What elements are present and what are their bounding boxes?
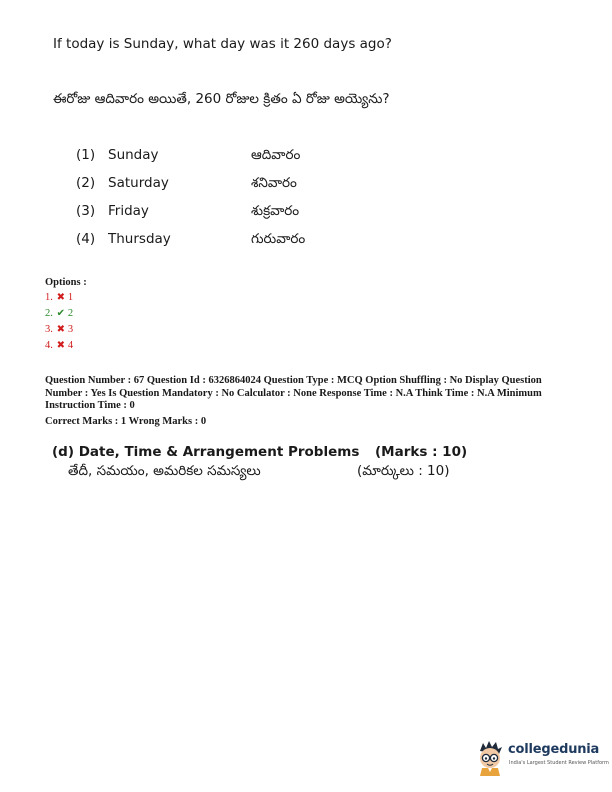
answer-option-4	[45, 340, 73, 351]
choice-english: Thursday	[108, 231, 171, 247]
choice-number: (3)	[76, 203, 96, 219]
choice-english: Friday	[108, 203, 149, 219]
cross-icon: ✖	[56, 324, 66, 335]
section-title-telugu: తేదీ, సమయం, అమరికల సమస్యలు	[68, 463, 261, 479]
section-title-english: (d) Date, Time & Arrangement Problems	[52, 444, 360, 460]
logo-wordmark: collegedunia	[508, 742, 600, 757]
choice-english: Sunday	[108, 147, 159, 163]
section-marks-telugu: (మార్కులు : 10)	[357, 463, 450, 479]
cross-icon: ✖	[56, 340, 66, 351]
choice-telugu: శుక్రవారం	[251, 203, 300, 219]
option-value: 4	[67, 340, 74, 351]
choice-telugu: శనివారం	[251, 175, 297, 191]
question-telugu: ఈరోజు ఆదివారం అయితే, 260 రోజుల క్రితం ఏ రోజు అయ్యెను?	[53, 91, 390, 107]
option-value: 2	[67, 308, 74, 319]
answer-option-2	[45, 308, 73, 319]
options-heading: Options :	[45, 277, 87, 288]
section-marks-english: (Marks : 10)	[375, 444, 468, 460]
collegedunia-logo	[474, 738, 609, 778]
option-value: 3	[67, 324, 74, 335]
choice-telugu: గురువారం	[251, 231, 306, 247]
option-index: 3.	[45, 324, 53, 335]
mascot-icon	[474, 738, 506, 778]
option-value: 1	[67, 292, 74, 303]
choice-number: (1)	[76, 147, 96, 163]
question-metadata: Question Number : 67 Question Id : 6326864024 Question Type : MCQ Option Shuffling : No Display Question Number : Yes Is Question Mandatory : No Calculator : None Response Time : N.A Think Time : N.A Minimum Instruction Time : 0	[45, 375, 542, 411]
choice-number: (2)	[76, 175, 96, 191]
question-english: If today is Sunday, what day was it 260 days ago?	[53, 36, 392, 52]
option-index: 1.	[45, 292, 53, 303]
cross-icon: ✖	[56, 292, 66, 303]
option-index: 4.	[45, 340, 53, 351]
answer-option-3	[45, 324, 73, 335]
choice-number: (4)	[76, 231, 96, 247]
choice-english: Saturday	[108, 175, 169, 191]
logo-tagline: India's Largest Student Review Platform	[509, 760, 609, 766]
choice-telugu: ఆదివారం	[251, 147, 301, 163]
answer-option-1	[45, 292, 73, 303]
marks-line: Correct Marks : 1 Wrong Marks : 0	[45, 416, 207, 427]
check-icon: ✔	[56, 308, 66, 319]
option-index: 2.	[45, 308, 53, 319]
